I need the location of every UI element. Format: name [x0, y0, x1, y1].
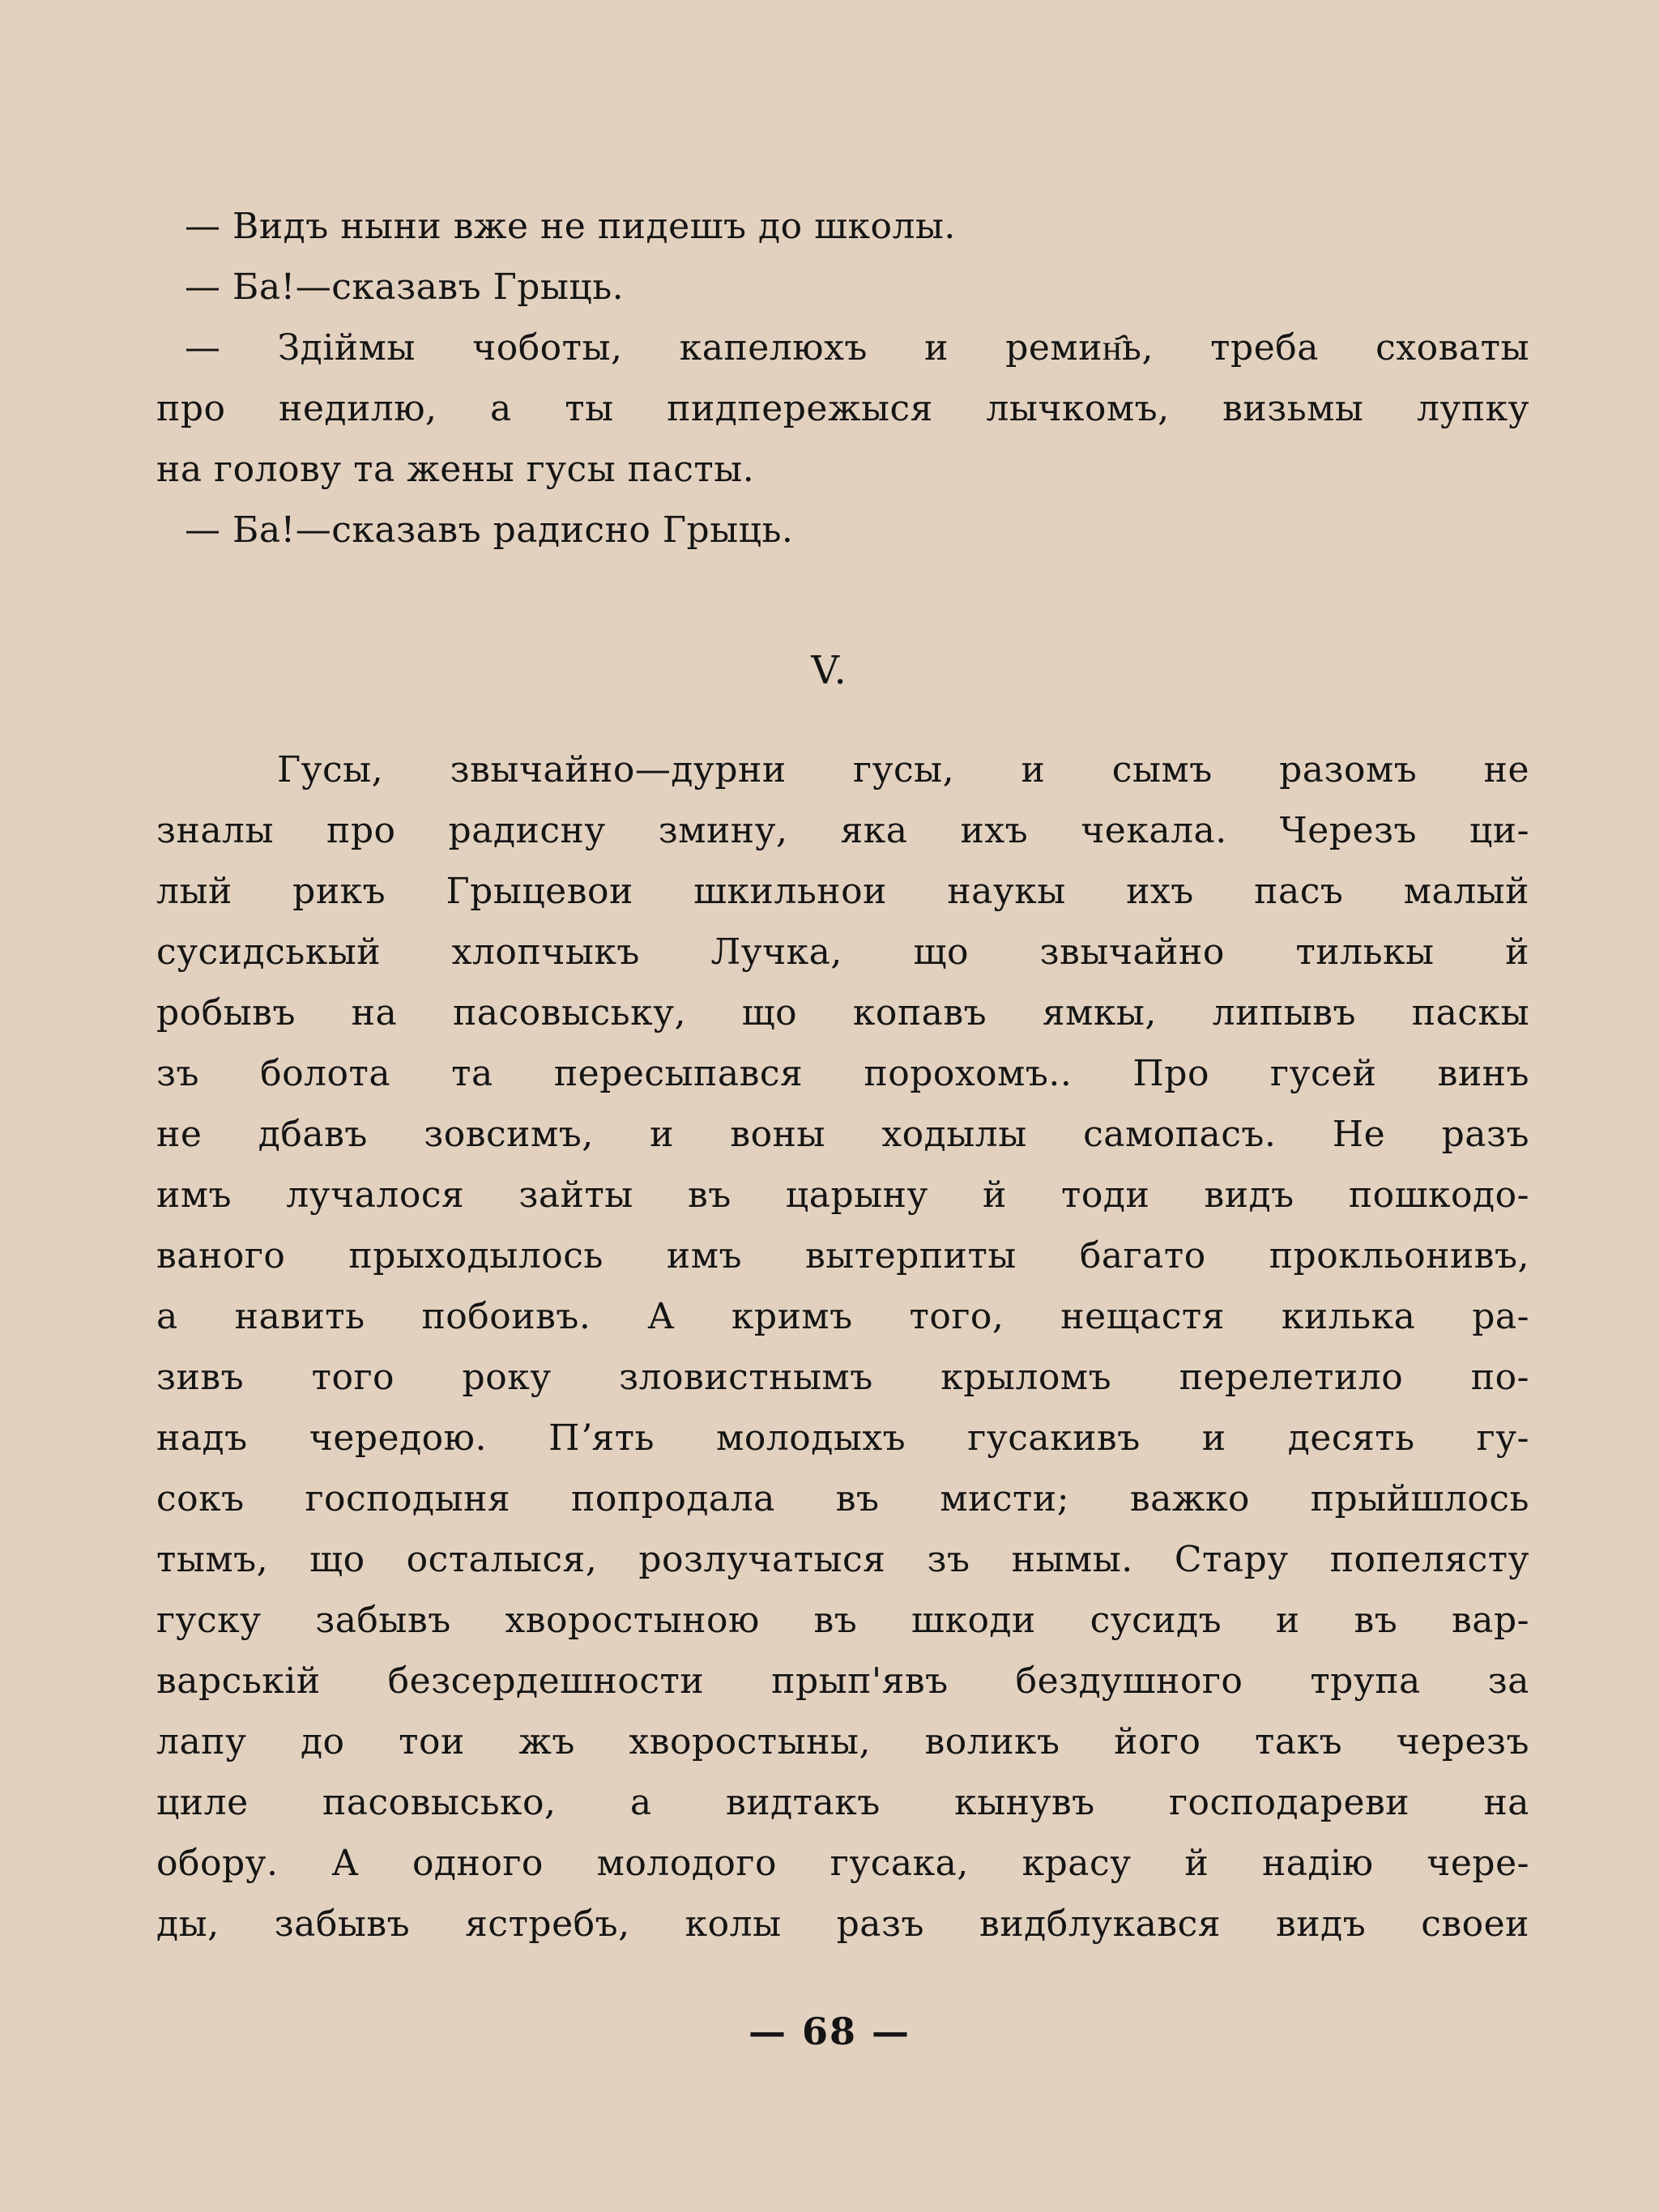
paragraph-line: ды, забывъ ястребъ, колы разъ видблукався видъ своеи: [156, 1903, 1529, 1945]
paragraph-line: ваного прыходылось имъ вытерпиты багато прокльонивъ,: [156, 1235, 1529, 1276]
paragraph-line: обору. А одного молодого гусака, красу й надію чере-: [156, 1843, 1529, 1884]
paragraph-line: зъ болота та пересыпався порохомъ.. Про гусей винъ: [156, 1053, 1529, 1094]
paragraph-line: имъ лучалося зайты въ царыну й тоди видъ пошкодо-: [156, 1174, 1529, 1216]
paragraph-line: а навить побоивъ. А кримъ того, нещастя килька ра-: [156, 1296, 1529, 1337]
paragraph-line: зналы про радисну змину, яка ихъ чекала. Черезъ ци-: [156, 810, 1529, 851]
paragraph-line: гуску забывъ хворостыною въ шкоди сусидъ и въ вар-: [156, 1600, 1529, 1641]
paragraph-line: лапу до тои жъ хворостыны, воликъ його такъ черезъ: [156, 1721, 1529, 1762]
paragraph-line: сокъ господыня попродала въ мисти; важко прыйшлось: [156, 1478, 1529, 1519]
paragraph-line: варській безсердешности прып'явъ бездушного трупа за: [156, 1660, 1529, 1702]
paragraph-line: сусидськый хлопчыкъ Лучка, що звычайно тилькы й: [156, 931, 1529, 973]
paragraph-line: лый рикъ Грыцевои шкильнои наукы ихъ пасъ малый: [156, 871, 1529, 912]
dialogue-line: на голову та жены гусы пасты.: [156, 449, 755, 490]
paragraph-line: Гусы, звычайно—дурни гусы, и сымъ разомъ не: [277, 749, 1529, 791]
dialogue-line: — Видъ ныни вже не пидешъ до школы.: [185, 206, 956, 247]
page-number: — 68 —: [748, 2010, 911, 2053]
dialogue-line: — Ба!—сказавъ Грыць.: [185, 266, 625, 308]
paragraph-line: не дбавъ зовсимъ, и воны ходылы самопасъ. Не разъ: [156, 1114, 1529, 1155]
paragraph-line: тымъ, що осталыся, розлучатыся зъ нымы. Стару попелясту: [156, 1539, 1529, 1580]
dialogue-line: — Ба!—сказавъ радисно Грыць.: [185, 509, 794, 551]
paragraph-line: надъ чередою. Пʼять молодыхъ гусакивъ и десять гу-: [156, 1417, 1529, 1459]
chapter-heading: V.: [811, 648, 848, 693]
paragraph-line: циле пасовысько, а видтакъ кынувъ господареви на: [156, 1782, 1529, 1823]
dialogue-line: — Здіймы чоботы, капелюхъ и ремин҄ь, треба сховаты: [185, 327, 1529, 369]
paragraph-line: зивъ того року зловистнымъ крыломъ перелетило по-: [156, 1357, 1529, 1398]
dialogue-line: про недилю, а ты пидпережыся лычкомъ, визьмы лупку: [156, 388, 1529, 429]
paragraph-line: робывъ на пасовыську, що копавъ ямкы, липывъ паскы: [156, 992, 1529, 1034]
